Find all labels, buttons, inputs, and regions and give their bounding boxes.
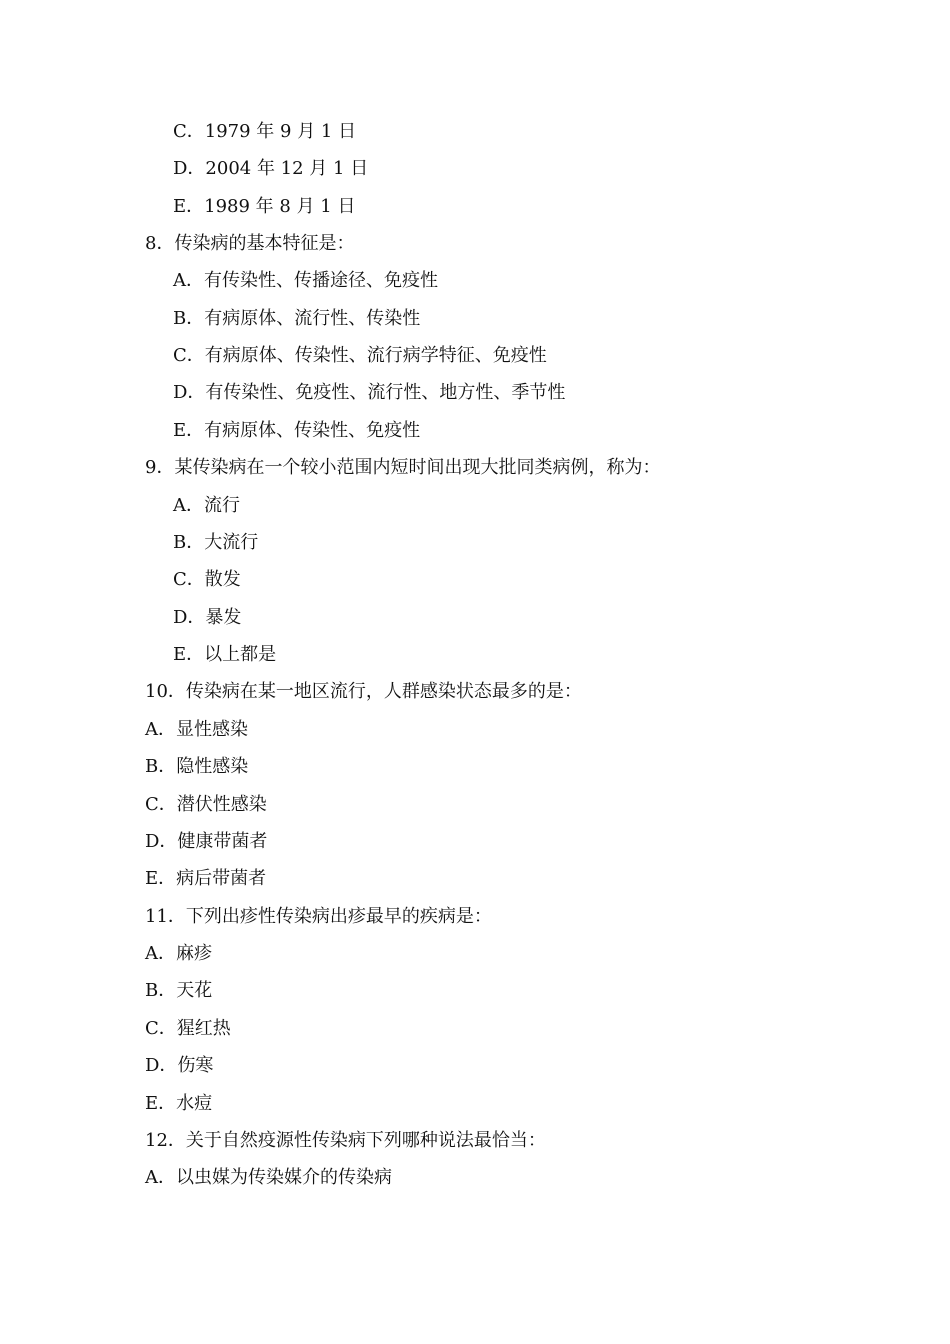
q10-option-d: D．健康带菌者 bbox=[145, 831, 268, 852]
q9-option-a: A．流行 bbox=[173, 495, 240, 516]
q8-stem: 8．传染病的基本特征是： bbox=[145, 233, 355, 254]
q11-option-c: C．猩红热 bbox=[145, 1018, 231, 1039]
q9-option-c: C．散发 bbox=[173, 569, 241, 590]
q11-stem: 11．下列出疹性传染病出疹最早的疾病是： bbox=[145, 906, 492, 927]
q9-option-d: D．暴发 bbox=[173, 607, 242, 628]
q10-option-a: A．显性感染 bbox=[145, 719, 248, 740]
q8-option-e: E．有病原体、传染性、免疫性 bbox=[173, 420, 421, 441]
q8-option-a: A．有传染性、传播途径、免疫性 bbox=[173, 270, 438, 291]
q10-stem: 10．传染病在某一地区流行，人群感染状态最多的是： bbox=[145, 681, 582, 702]
q12-stem: 12．关于自然疫源性传染病下列哪种说法最恰当： bbox=[145, 1130, 546, 1151]
q9-option-b: B．大流行 bbox=[173, 532, 259, 553]
q8-option-b: B．有病原体、流行性、传染性 bbox=[173, 308, 421, 329]
q7-option-c: C．1979 年 9 月 1 日 bbox=[173, 121, 357, 142]
q7-option-e: E．1989 年 8 月 1 日 bbox=[173, 196, 356, 217]
q11-option-a: A．麻疹 bbox=[145, 943, 212, 964]
q10-option-e: E．病后带菌者 bbox=[145, 868, 267, 889]
q11-option-e: E．水痘 bbox=[145, 1093, 213, 1114]
q10-option-b: B．隐性感染 bbox=[145, 756, 249, 777]
q12-option-a: A．以虫媒为传染媒介的传染病 bbox=[145, 1167, 392, 1188]
q8-option-d: D．有传染性、免疫性、流行性、地方性、季节性 bbox=[173, 382, 566, 403]
q10-option-c: C．潜伏性感染 bbox=[145, 794, 267, 815]
q9-stem: 9．某传染病在一个较小范围内短时间出现大批同类病例，称为： bbox=[145, 457, 661, 478]
q11-option-d: D．伤寒 bbox=[145, 1055, 214, 1076]
q7-option-d: D．2004 年 12 月 1 日 bbox=[173, 158, 369, 179]
q11-option-b: B．天花 bbox=[145, 980, 213, 1001]
q9-option-e: E．以上都是 bbox=[173, 644, 277, 665]
q8-option-c: C．有病原体、传染性、流行病学特征、免疫性 bbox=[173, 345, 547, 366]
